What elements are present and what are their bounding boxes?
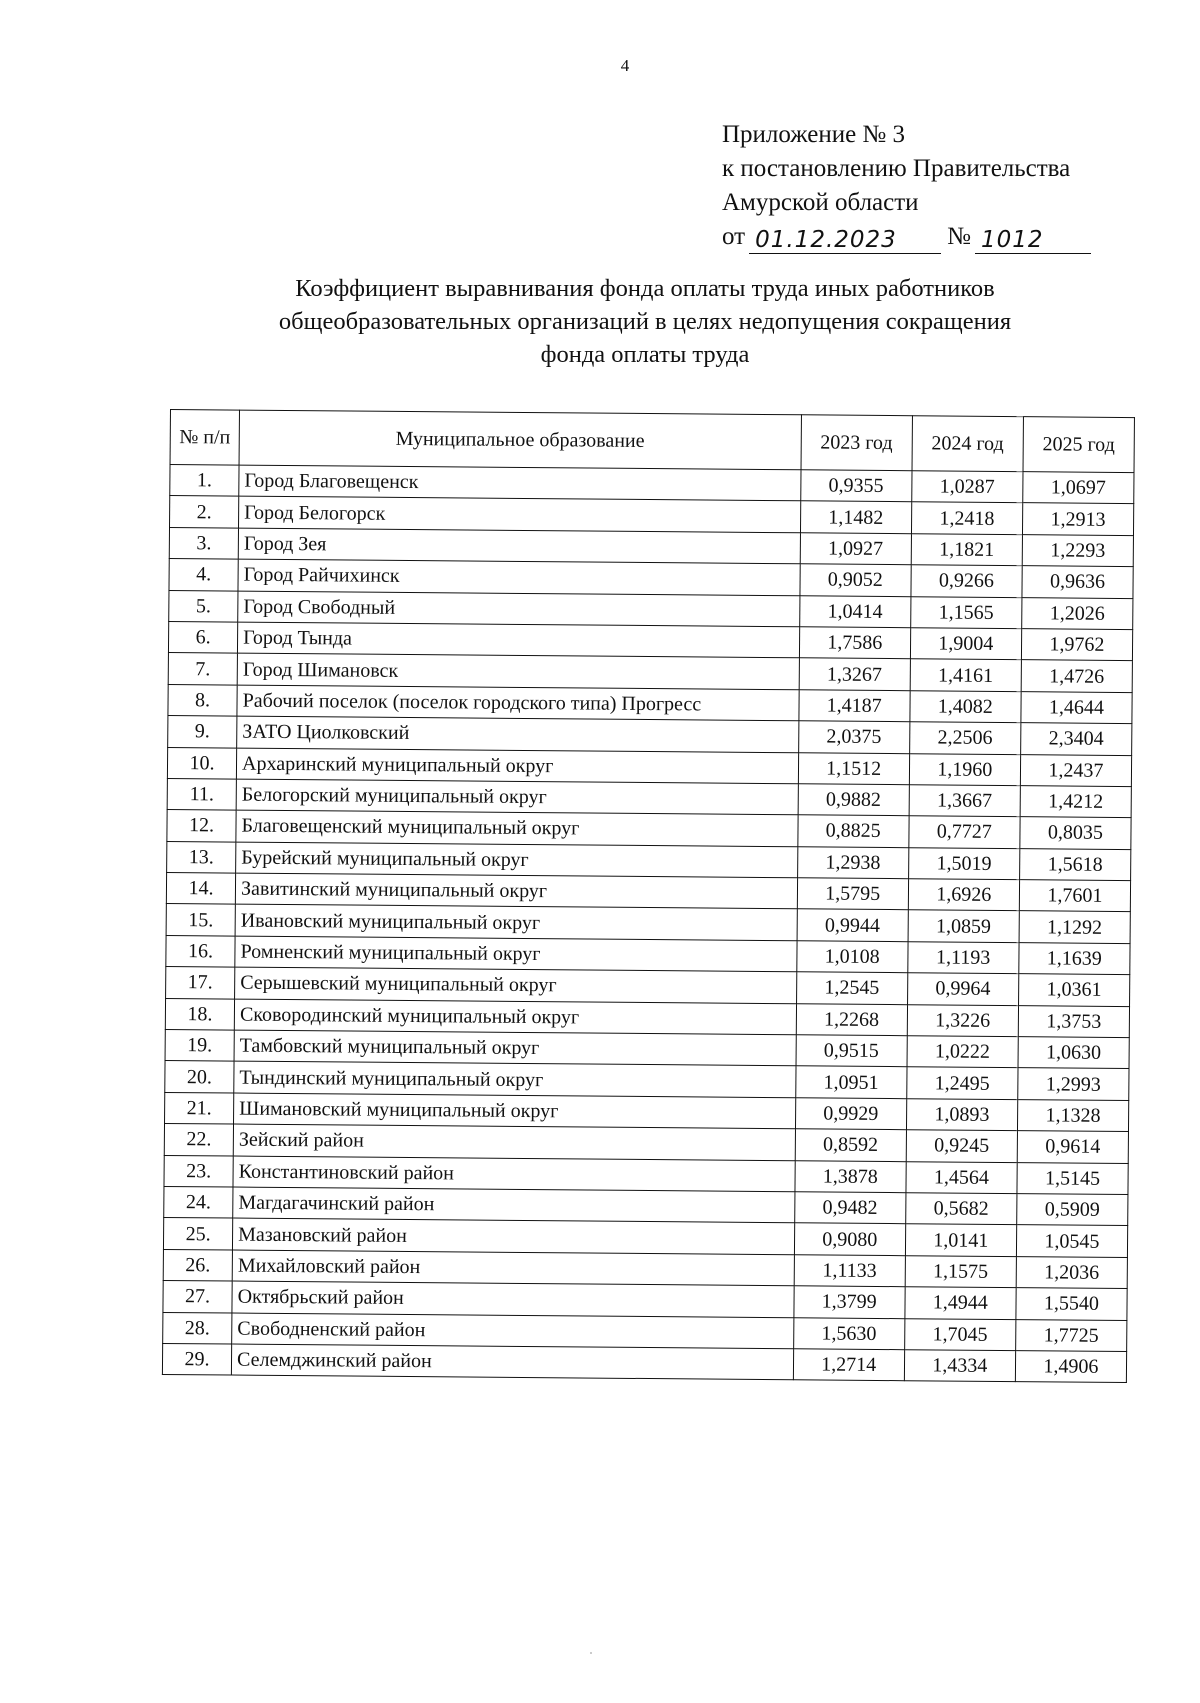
cell-no: 21. (165, 1092, 234, 1124)
cell-2025: 1,1639 (1019, 942, 1130, 974)
cell-no: 18. (165, 998, 234, 1030)
cell-2025: 1,5540 (1016, 1288, 1127, 1320)
cell-2023: 0,9882 (798, 784, 909, 816)
cell-2024: 0,5682 (905, 1193, 1016, 1225)
cell-municipality: Шимановский муниципальный округ (234, 1093, 796, 1129)
cell-no: 13. (167, 841, 236, 873)
cell-2025: 1,0697 (1023, 472, 1134, 504)
cell-2024: 1,0859 (908, 910, 1019, 942)
appendix-date-number-line (722, 220, 1091, 254)
cell-municipality: Белогорский муниципальный округ (236, 779, 798, 815)
cell-2023: 1,2268 (796, 1003, 907, 1035)
cell-no: 8. (168, 684, 237, 716)
cell-municipality: Город Благовещенск (239, 465, 801, 501)
cell-2024: 1,1575 (905, 1255, 1016, 1287)
cell-no: 28. (163, 1312, 232, 1344)
cell-2023: 0,9052 (800, 564, 911, 596)
cell-municipality: Благовещенский муниципальный округ (236, 810, 798, 846)
coefficients-table (162, 409, 1135, 1383)
cell-2024: 1,6926 (908, 879, 1019, 911)
cell-2024: 1,2418 (911, 502, 1022, 534)
cell-2025: 1,2437 (1020, 754, 1131, 786)
cell-no: 15. (166, 904, 235, 936)
cell-2023: 1,2714 (793, 1349, 904, 1381)
cell-no: 6. (168, 621, 237, 653)
cell-no: 3. (169, 527, 238, 559)
cell-2025: 1,2293 (1022, 534, 1133, 566)
cell-no: 16. (166, 935, 235, 967)
cell-2024: 1,3226 (907, 1004, 1018, 1036)
cell-2023: 1,7586 (799, 627, 910, 659)
cell-2024: 1,1960 (909, 753, 1020, 785)
cell-2023: 0,8592 (795, 1129, 906, 1161)
cell-2023: 1,2938 (797, 846, 908, 878)
cell-2023: 1,1512 (798, 752, 909, 784)
cell-municipality: Город Зея (238, 528, 800, 564)
cell-municipality: Город Шимановск (237, 653, 799, 689)
cell-2023: 1,5795 (797, 878, 908, 910)
cell-municipality: Рабочий поселок (поселок городского типа) Прогресс (237, 685, 799, 721)
cell-2023: 1,0927 (800, 533, 911, 565)
cell-municipality: Ивановский муниципальный округ (235, 905, 797, 941)
cell-municipality: Серышевский муниципальный округ (235, 967, 797, 1003)
cell-no: 1. (170, 465, 239, 497)
handwritten-number: 1012 (975, 227, 1091, 254)
cell-2023: 1,1133 (794, 1255, 905, 1287)
cell-2025: 1,4726 (1021, 660, 1132, 692)
header-2024: 2024 год (912, 416, 1024, 472)
cell-2024: 1,0893 (906, 1099, 1017, 1131)
title-line-1: Коэффициент выравнивания фонда оплаты труда иных работников (295, 275, 995, 302)
cell-2024: 1,4944 (905, 1287, 1016, 1319)
table-body (162, 465, 1134, 1383)
cell-2025: 1,2026 (1022, 597, 1133, 629)
cell-2024: 1,4082 (910, 690, 1021, 722)
header-no: № п/п (170, 410, 240, 466)
table-header-row (170, 410, 1134, 473)
cell-2023: 1,2545 (796, 972, 907, 1004)
cell-2024: 1,7045 (904, 1318, 1015, 1350)
cell-2025: 1,7601 (1019, 880, 1130, 912)
cell-municipality: Тамбовский муниципальный округ (234, 1030, 796, 1066)
appendix-line-3: Амурской области (722, 189, 919, 216)
cell-2023: 0,9929 (795, 1098, 906, 1130)
cell-2024: 1,0141 (905, 1224, 1016, 1256)
cell-municipality: Сковородинский муниципальный округ (234, 999, 796, 1035)
scan-speck (590, 1652, 592, 1654)
cell-2025: 1,0361 (1018, 974, 1129, 1006)
cell-municipality: Архаринский муниципальный округ (236, 748, 798, 784)
cell-municipality: Город Белогорск (239, 496, 801, 532)
cell-2023: 0,9944 (797, 909, 908, 941)
cell-2025: 1,2036 (1016, 1256, 1127, 1288)
title-line-3: фонда оплаты труда (540, 341, 750, 368)
handwritten-date: 01.12.2023 (749, 227, 941, 254)
cell-no: 4. (169, 559, 238, 591)
cell-municipality: Завитинский муниципальный округ (235, 873, 797, 909)
cell-municipality: Октябрьский район (232, 1281, 794, 1317)
cell-2024: 1,1193 (908, 942, 1019, 974)
cell-2023: 0,9080 (794, 1223, 905, 1255)
cell-no: 25. (163, 1218, 232, 1250)
cell-municipality: Константиновский район (233, 1156, 795, 1192)
document-title (180, 272, 1110, 371)
cell-2024: 1,1565 (910, 596, 1021, 628)
cell-2024: 1,2495 (906, 1067, 1017, 1099)
cell-2025: 1,5618 (1019, 848, 1130, 880)
cell-municipality: Бурейский муниципальный округ (236, 842, 798, 878)
cell-municipality: Селемджинский район (231, 1344, 793, 1380)
cell-no: 2. (170, 496, 239, 528)
cell-2023: 0,9515 (796, 1035, 907, 1067)
cell-2024: 1,4161 (910, 659, 1021, 691)
cell-2024: 0,9245 (906, 1130, 1017, 1162)
cell-2023: 1,0414 (799, 595, 910, 627)
from-label: от (722, 223, 746, 250)
cell-no: 19. (165, 1030, 234, 1062)
cell-2024: 1,3667 (909, 785, 1020, 817)
cell-2025: 1,0545 (1016, 1225, 1127, 1257)
cell-no: 12. (167, 810, 236, 842)
cell-2025: 1,4212 (1020, 786, 1131, 818)
appendix-line-2: к постановлению Правительства (722, 155, 1071, 182)
cell-2023: 1,0108 (796, 941, 907, 973)
cell-2025: 1,4644 (1021, 691, 1132, 723)
cell-municipality: Город Тында (238, 622, 800, 658)
cell-2023: 1,1482 (800, 501, 911, 533)
cell-2023: 0,9355 (800, 470, 911, 502)
number-label: № (947, 223, 971, 250)
cell-no: 26. (163, 1249, 232, 1281)
cell-municipality: Магдагачинский район (233, 1187, 795, 1223)
cell-municipality: Мазановский район (233, 1218, 795, 1254)
cell-2023: 1,4187 (799, 690, 910, 722)
cell-municipality: Тындинский муниципальный округ (234, 1061, 796, 1097)
cell-2023: 1,3267 (799, 658, 910, 690)
cell-2025: 0,9614 (1017, 1131, 1128, 1163)
cell-2025: 1,7725 (1016, 1319, 1127, 1351)
cell-municipality: Город Райчихинск (238, 559, 800, 595)
cell-no: 5. (169, 590, 238, 622)
cell-2025: 1,5145 (1017, 1162, 1128, 1194)
cell-2025: 1,0630 (1018, 1037, 1129, 1069)
cell-2025: 0,8035 (1020, 817, 1131, 849)
cell-municipality: Ромненский муниципальный округ (235, 936, 797, 972)
appendix-block (722, 118, 1091, 254)
cell-2023: 2,0375 (798, 721, 909, 753)
cell-no: 22. (164, 1124, 233, 1156)
cell-2023: 1,5630 (793, 1317, 904, 1349)
cell-2024: 1,4334 (904, 1350, 1015, 1382)
cell-no: 11. (167, 778, 236, 810)
cell-2023: 1,3878 (795, 1160, 906, 1192)
cell-2025: 0,5909 (1017, 1194, 1128, 1226)
cell-2024: 0,9266 (911, 565, 1022, 597)
cell-2024: 1,4564 (906, 1161, 1017, 1193)
cell-2025: 1,4906 (1015, 1351, 1126, 1383)
cell-2023: 1,3799 (794, 1286, 905, 1318)
cell-2025: 1,1328 (1017, 1099, 1128, 1131)
cell-2023: 0,8825 (797, 815, 908, 847)
cell-no: 14. (166, 873, 235, 905)
cell-2024: 1,1821 (911, 533, 1022, 565)
cell-2024: 1,0287 (911, 471, 1022, 503)
header-municipality: Муниципальное образование (239, 410, 801, 470)
cell-no: 24. (164, 1186, 233, 1218)
cell-2023: 0,9482 (794, 1192, 905, 1224)
cell-municipality: Свободненский район (232, 1313, 794, 1349)
cell-2025: 1,3753 (1018, 1005, 1129, 1037)
cell-2024: 1,5019 (908, 847, 1019, 879)
cell-2023: 1,0951 (795, 1066, 906, 1098)
cell-no: 9. (168, 716, 237, 748)
cell-no: 7. (168, 653, 237, 685)
cell-2024: 0,7727 (909, 816, 1020, 848)
header-2023: 2023 год (801, 415, 913, 471)
cell-no: 27. (163, 1281, 232, 1313)
cell-no: 29. (162, 1343, 231, 1375)
cell-municipality: Михайловский район (232, 1250, 794, 1286)
cell-2025: 1,9762 (1021, 629, 1132, 661)
cell-no: 23. (164, 1155, 233, 1187)
appendix-line-1: Приложение № 3 (722, 121, 906, 148)
cell-municipality: Зейский район (233, 1124, 795, 1160)
cell-2025: 1,2913 (1022, 503, 1133, 535)
cell-2025: 1,1292 (1019, 911, 1130, 943)
cell-municipality: Город Свободный (238, 591, 800, 627)
cell-2025: 2,3404 (1020, 723, 1131, 755)
cell-no: 17. (166, 967, 235, 999)
cell-2024: 0,9964 (907, 973, 1018, 1005)
header-2025: 2025 год (1023, 417, 1135, 473)
cell-no: 20. (165, 1061, 234, 1093)
cell-municipality: ЗАТО Циолковский (237, 716, 799, 752)
cell-2024: 2,2506 (909, 722, 1020, 754)
title-line-2: общеобразовательных организаций в целях недопущения сокращения (278, 308, 1012, 335)
cell-no: 10. (167, 747, 236, 779)
cell-2024: 1,0222 (907, 1036, 1018, 1068)
cell-2025: 0,9636 (1022, 566, 1133, 598)
page-number: 4 (620, 56, 630, 75)
cell-2025: 1,2993 (1018, 1068, 1129, 1100)
cell-2024: 1,9004 (910, 628, 1021, 660)
